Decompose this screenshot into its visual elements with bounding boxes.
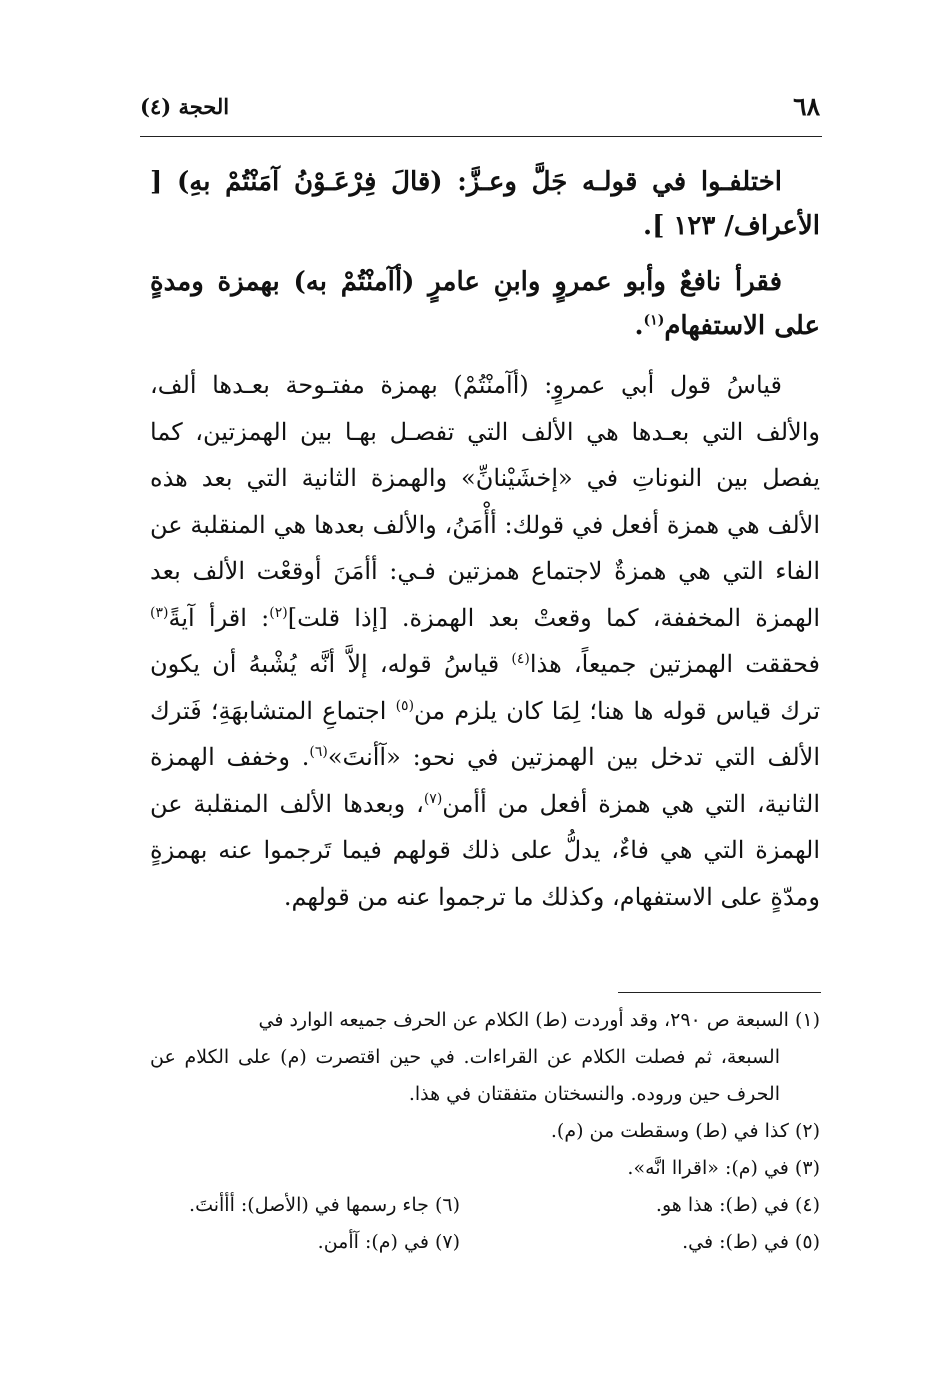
footnote-ref-6[interactable]: (٦) [309, 744, 328, 760]
running-title: الحجة (٤) [140, 94, 230, 119]
footnote-ref-1[interactable]: (١) [643, 312, 665, 329]
analysis-text-e: اجتماعِ المتشابهَةِ؛ فَترك الألف التي تدخل بين الهمزتين في نحو: «آأنتَ» [150, 696, 821, 771]
paragraph-analysis [150, 362, 820, 920]
footnote-7: (٧) في (م): آأمن. [317, 1231, 460, 1253]
analysis-text-a: قياسُ قول أبي عمروٍ: (أآمنْتُمْ) بهمزة مفتـوحة بعـدها ألف، والألف التي بعـدها هي الألف التي تفصـل بهـا بين الهمزتين، كما يفصل بين النوناتِ في «إخشَيْنانِّ» والهمزة الثانية التي بعد هذه الألف هي همزة أفعل في قولك: أأْمَنُ، والألف بعدها هي المنقلبة عن الفاء التي هي همزةٌ لاجتماع همزتين فـي: أأمَنَ أوقعْت الألف بعد الهمزة المخففة، كما وقعتْ بعد الهمزة. [إذا قلت] [150, 371, 821, 632]
readers-paragraph [150, 260, 820, 348]
footnotes [150, 1002, 820, 1261]
footnote-1-first: (١) السبعة ص ٢٩٠، وقد أوردت (ط) الكلام عن الحرف جميعه الوارد في [258, 1009, 820, 1031]
footnote-3: (٣) في (م): «اقراا انَّه». [627, 1157, 820, 1179]
analysis-text-f: . وخفف الهمزة الثانية، التي هي همزة أفعل من أأمن [150, 743, 820, 818]
verse-paragraph: اختلفـوا في قولـه جَلَّ وعـزَّ: (قالَ فِرْعَـوْنُ آمَنْتُمْ بهِ) [ الأعراف/ ١٢٣ ]. [150, 167, 820, 241]
footnote-row-5-7 [150, 1224, 820, 1261]
page-header [140, 92, 820, 132]
paragraph-verse [150, 160, 820, 248]
footnote-ref-3[interactable]: (٣) [150, 604, 169, 621]
footnote-row-4-6 [150, 1187, 820, 1224]
analysis-text-b: : اقرأ آيةً [168, 603, 270, 632]
header-rule [140, 136, 822, 137]
footnote-5: (٥) في (ط): في. [682, 1231, 820, 1253]
footnote-2: (٢) كذا في (ط) وسقطت من (م). [550, 1120, 820, 1142]
page-number: ٦٨ [793, 92, 820, 121]
readers-text: فقرأ نافعٌ وأبو عمروٍ وابنِ عامرٍ (أآمنْتُمْ به) بهمزة ومدةٍ على الاستفهام [150, 267, 820, 341]
footnote-6: (٦) جاء رسمها في (الأصل): أأأنتَ. [189, 1194, 460, 1216]
footnote-ref-4[interactable]: (٤) [511, 651, 530, 667]
footnote-4: (٤) في (ط): هذا هو. [655, 1194, 820, 1216]
footnote-ref-7[interactable]: (٧) [423, 790, 443, 807]
footnote-ref-5[interactable]: (٥) [395, 697, 415, 714]
analysis-text-g: ، وبعدها الألف المنقلبة عن الهمزة التي هي فاءٌ، يدلُّ على ذلك قولهم فيما تَرجموا عنه بهمزةٍ ومدّةٍ على الاستفهام، وكذلك ما ترجموا عنه من قولهم. [150, 789, 820, 911]
footnote-ref-2[interactable]: (٢) [269, 604, 288, 621]
analysis-text-c: فحققت الهمزتين جميعاً، هذا [529, 650, 821, 678]
footnote-rule [618, 992, 821, 993]
footnote-1 [150, 1002, 820, 1113]
paragraph-readers [150, 260, 820, 348]
footnote-1-cont: السبعة، ثم فصلت الكلام عن القراءات. في حين اقتصرت (م) على الكلام عن الحرف حين وروده. والنسختان متفقتان في هذا. [150, 1046, 780, 1105]
analysis-text-d: قياسُ قوله، إلاَّ أنَّه يُشْبهُ أن يكون ترك قياس قوله ها هنا؛ لِمَا كان يلزم من [150, 650, 820, 725]
readers-end: . [634, 311, 644, 341]
analysis-paragraph [150, 362, 820, 920]
